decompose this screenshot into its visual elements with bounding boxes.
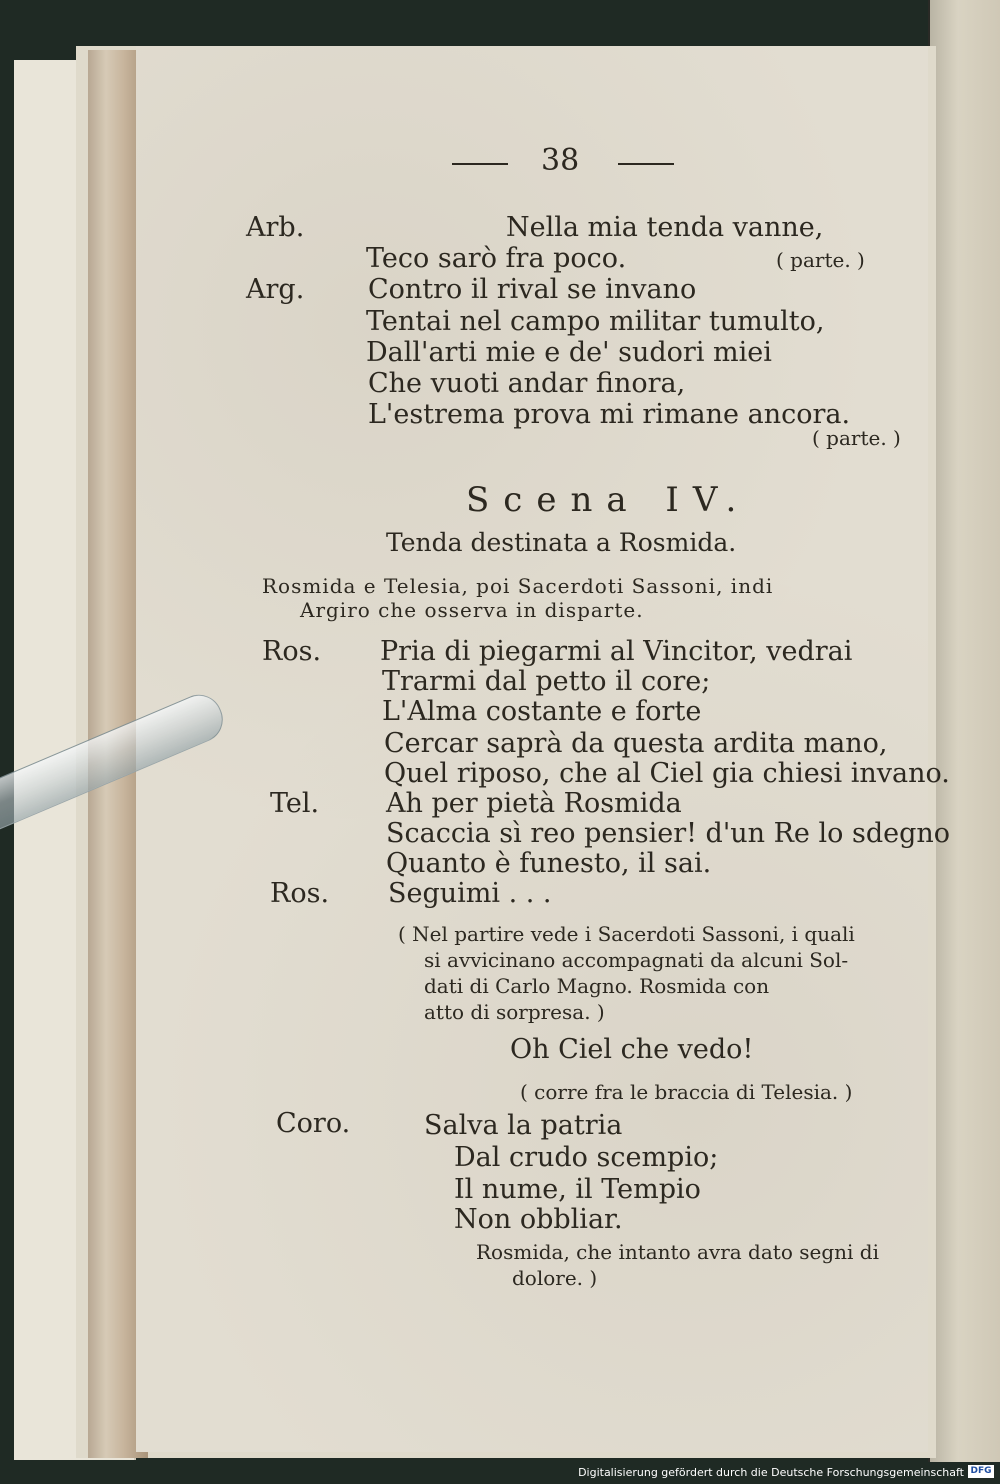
verse-line: Pria di piegarmi al Vincitor, vedrai bbox=[380, 636, 853, 667]
verse-line: L'estrema prova mi rimane ancora. bbox=[368, 399, 851, 430]
stage-direction: ( parte. ) bbox=[776, 248, 865, 272]
scene-setting: Tenda destinata a Rosmida. bbox=[386, 528, 737, 557]
page-number: 38 bbox=[541, 143, 580, 178]
verse-line: Quel riposo, che al Ciel gia chiesi invano. bbox=[384, 758, 950, 789]
verse-line: Salva la patria bbox=[424, 1110, 623, 1141]
character-list: Rosmida e Telesia, poi Sacerdoti Sassoni, indi bbox=[262, 574, 774, 598]
verse-line: Il nume, il Tempio bbox=[454, 1174, 701, 1205]
verse-line: Nella mia tenda vanne, bbox=[506, 212, 824, 243]
stage-direction: atto di sorpresa. ) bbox=[424, 1000, 605, 1024]
right-page-edge bbox=[930, 0, 1000, 1462]
verse-line: Contro il rival se invano bbox=[368, 274, 697, 305]
stage-direction: ( parte. ) bbox=[812, 426, 901, 450]
speaker-label: Ros. bbox=[262, 636, 322, 667]
stage-direction: si avvicinano accompagnati da alcuni Sol- bbox=[424, 948, 849, 972]
speaker-label: Ros. bbox=[270, 878, 330, 909]
verse-line: Cercar saprà da questa ardita mano, bbox=[384, 728, 888, 759]
stage-direction: dolore. ) bbox=[512, 1266, 598, 1290]
verse-line: Seguimi . . . bbox=[388, 878, 552, 909]
verse-line: Tentai nel campo militar tumulto, bbox=[366, 306, 825, 337]
verse-line: Teco sarò fra poco. bbox=[366, 243, 627, 274]
stage-direction: dati di Carlo Magno. Rosmida con bbox=[424, 974, 770, 998]
scene-title: Scena IV. bbox=[466, 480, 751, 520]
verse-line: Che vuoti andar finora, bbox=[368, 368, 686, 399]
character-list: Argiro che osserva in disparte. bbox=[300, 598, 644, 622]
verse-line: Dal crudo scempio; bbox=[454, 1142, 719, 1173]
verse-line: Dall'arti mie e de' sudori miei bbox=[366, 337, 772, 368]
header-rule-left bbox=[452, 163, 508, 165]
book-page bbox=[136, 46, 951, 1452]
verse-line: L'Alma costante e forte bbox=[382, 696, 702, 727]
speaker-label: Arb. bbox=[246, 212, 305, 243]
speaker-label: Tel. bbox=[270, 788, 320, 819]
verse-line: Ah per pietà Rosmida bbox=[386, 788, 682, 819]
stage-direction: Rosmida, che intanto avra dato segni di bbox=[476, 1240, 879, 1264]
exclamation-line: Oh Ciel che vedo! bbox=[510, 1034, 754, 1065]
stage-direction: ( corre fra le braccia di Telesia. ) bbox=[520, 1080, 853, 1104]
verse-line: Non obbliar. bbox=[454, 1204, 623, 1235]
speaker-label: Coro. bbox=[276, 1108, 351, 1139]
verse-line: Trarmi dal petto il core; bbox=[382, 666, 711, 697]
verse-line: Quanto è funesto, il sai. bbox=[386, 848, 712, 879]
footer-credit: Digitalisierung gefördert durch die Deutsche Forschungsgemeinschaft bbox=[578, 1466, 964, 1479]
stage-direction: ( Nel partire vede i Sacerdoti Sassoni, i quali bbox=[398, 922, 855, 946]
verse-line: Scaccia sì reo pensier! d'un Re lo sdegno bbox=[386, 818, 951, 849]
dfg-logo: DFG bbox=[968, 1465, 994, 1478]
speaker-label: Arg. bbox=[246, 274, 305, 305]
header-rule-right bbox=[618, 163, 674, 165]
